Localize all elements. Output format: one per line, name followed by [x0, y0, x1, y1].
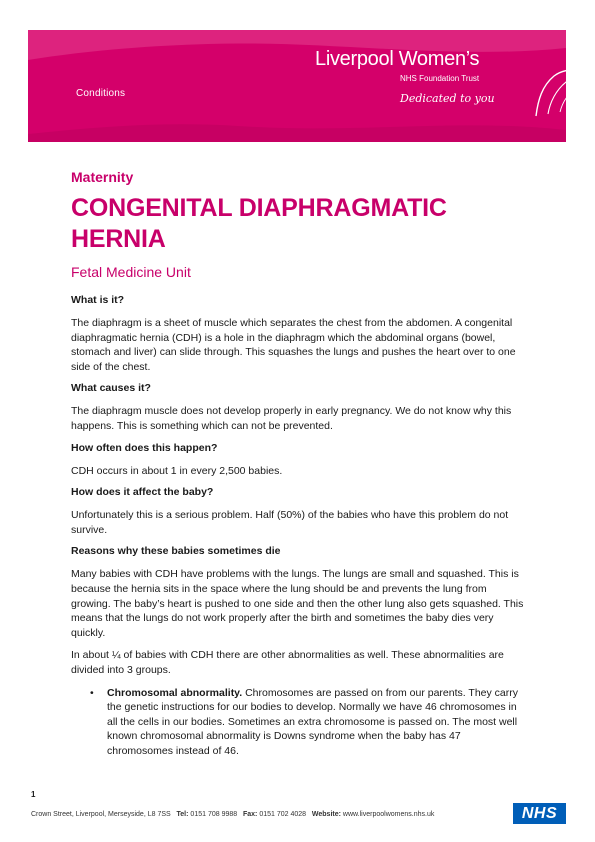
footer-contact: [31, 811, 434, 818]
document-category: Maternity: [71, 169, 134, 185]
nhs-logo: NHS: [513, 803, 566, 824]
footer-fax: 0151 702 4028: [259, 811, 307, 818]
footer-tel: 0151 708 9988: [190, 811, 238, 818]
section-what-is-it: [71, 294, 527, 374]
logo-trust: NHS Foundation Trust: [400, 74, 480, 83]
logo-tagline: Dedicated to you: [400, 92, 495, 105]
section-paragraph: In about ¼ of babies with CDH there are other abnormalities as well. These abnormalities are divided into 3 groups.: [71, 649, 504, 676]
section-heading: What causes it?: [71, 382, 151, 395]
list-item: [90, 686, 527, 759]
footer-website-link[interactable]: www.liverpoolwomens.nhs.uk: [342, 811, 435, 818]
section-paragraph: CDH occurs in about 1 in every 2,500 babies.: [71, 464, 283, 477]
document-title: CONGENITAL DIAPHRAGMATIC HERNIA: [71, 194, 447, 253]
bullet-text: Chromosomes are passed on from our parents. They carry the genetic instructions for our bodies to develop. Normally we have 46 chromosomes in all the cells in our bodies. Sometimes an extra chromosome is passed on. The most well known chromosomal abnormality is Downs syndrome when the baby has 47 chromosomes instead of 46.: [107, 686, 519, 757]
document-unit: Fetal Medicine Unit: [71, 264, 191, 280]
section-how-affect: [71, 486, 527, 537]
section-heading: What is it?: [71, 294, 125, 306]
section-reasons: [71, 545, 527, 758]
section-heading: Reasons why these babies sometimes die: [71, 545, 281, 558]
section-paragraph: The diaphragm muscle does not develop properly in early pregnancy. We do not know why this happens. This is something which can not be prevented.: [71, 405, 512, 432]
abnormality-list: [71, 686, 527, 759]
logo-face-icon: [528, 64, 566, 122]
section-label: Conditions: [76, 88, 126, 99]
banner-swoosh-graphic: [28, 30, 566, 142]
logo-name: Liverpool Women’s: [315, 48, 480, 70]
footer-address: Crown Street, Liverpool, Merseyside, L8 7SS: [31, 811, 171, 818]
section-paragraph: Many babies with CDH have problems with the lungs. The lungs are small and squashed. This is because the hernia sits in the space where the lung should be and prevents the lung from growing. The baby’s heart is pushed to one side and then the other lung also gets squashed. This means that the lungs do not work properly after the birth and sometimes the baby dies very quickly.: [71, 568, 524, 639]
section-paragraph: Unfortunately this is a serious problem. Half (50%) of the babies who have this problem do not survive.: [71, 509, 509, 536]
bullet-icon: •: [90, 686, 94, 699]
section-heading: How often does this happen?: [71, 441, 218, 454]
bullet-term: Chromosomal abnormality.: [107, 686, 243, 699]
section-how-often: [71, 442, 527, 479]
section-what-causes-it: [71, 382, 527, 433]
section-paragraph: The diaphragm is a sheet of muscle which separates the chest from the abdomen. A congenital diaphragmatic hernia (CDH) is a hole in the diaphragm which the abdominal organs (bowel, stomach and liver) can slide through. This squashes the lungs and pushes the heart over to one side of the chest.: [71, 317, 516, 373]
document-body: [71, 169, 527, 758]
header-banner: [28, 30, 566, 142]
footer-website-label: Website:: [311, 811, 341, 818]
footer-tel-label: Tel:: [176, 811, 189, 818]
section-heading: How does it affect the baby?: [71, 486, 214, 499]
footer-fax-label: Fax:: [242, 811, 258, 818]
page-number: 1: [31, 790, 36, 799]
